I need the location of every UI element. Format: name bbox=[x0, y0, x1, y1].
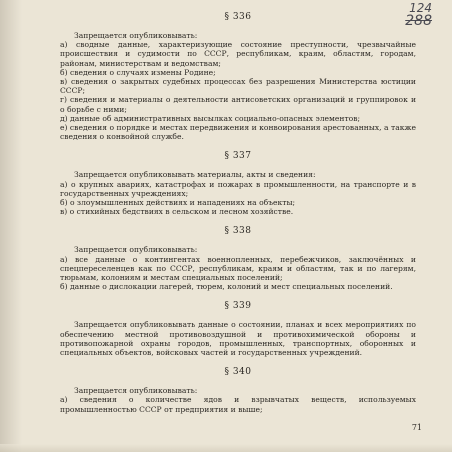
section-number: § 340 bbox=[224, 367, 252, 378]
section-item: а) сводные данные, характеризующие состояние преступности, чрезвычайные происшествия и судимости по СССР, республикам, краям, областям, городам, районам, министерствам и ведомствам; bbox=[60, 40, 416, 68]
section-intro: Запрещается опубликовывать: bbox=[74, 386, 198, 396]
document-content bbox=[60, 10, 416, 414]
section-intro: Запрещается опубликовывать: bbox=[74, 31, 198, 40]
section-item: в) о стихийных бедствиях в сельском и лесном хозяйстве. bbox=[60, 207, 294, 217]
section-item: б) сведения о случаях измены Родине; bbox=[60, 67, 216, 77]
section-intro: Запрещается опубликовывать данные о состоянии, планах и всех мероприятиях по обеспечению местной противовоздушной и противохимической обороны и противопожарной охраны городов, промышленных, транспортных, оборонных и специальных объектов, войсковых частей и государственных учреждений. bbox=[60, 320, 416, 358]
section-item: г) сведения и материалы о деятельности антисоветских организаций и группировок и о борьбе с ними; bbox=[60, 95, 416, 114]
section-337 bbox=[60, 151, 416, 216]
section-intro: Запрещается опубликовывать: bbox=[74, 245, 198, 255]
section-item: е) сведения о порядке и местах передвижения и конвоирования арестованных, а также сведения о конвойной службе. bbox=[60, 123, 416, 142]
section-336 bbox=[60, 12, 416, 141]
section-number: § 336 bbox=[224, 12, 252, 22]
section-item: а) все данные о контингентах военнопленных, перебежчиков, заключённых и спецпереселенцев как по СССР, республикам, краям и областям, так и по лагерям, тюрьмам, колониям и местам специальных поселений; bbox=[60, 254, 416, 283]
section-item: б) о злоумышленных действиях и нападениях на объекты; bbox=[60, 198, 296, 208]
section-338 bbox=[60, 226, 416, 291]
handwritten-number-bottom: 288 bbox=[405, 13, 432, 29]
section-number: § 338 bbox=[224, 226, 252, 237]
section-item: в) сведения о закрытых судебных процессах без разрешения Министерства юстиции СССР; bbox=[60, 77, 416, 96]
section-number: § 339 bbox=[224, 301, 252, 312]
page-number: 71 bbox=[411, 422, 422, 432]
section-item: д) данные об административных высылках социально-опасных элементов; bbox=[60, 113, 361, 123]
section-intro: Запрещается опубликовывать материалы, акты и сведения: bbox=[74, 170, 316, 180]
section-340 bbox=[60, 367, 416, 414]
section-item: а) о крупных авариях, катастрофах и пожарах в промышленности, на транспорте и в государственных учреждениях; bbox=[60, 179, 416, 198]
section-item: а) сведения о количестве ядов и взрывчатых веществ, используемых промышленностью СССР от предприятия и выше; bbox=[60, 395, 416, 414]
section-number: § 337 bbox=[224, 151, 252, 162]
section-item: б) данные о дислокации лагерей, тюрем, колоний и мест специальных поселений. bbox=[60, 282, 393, 292]
handwritten-number-top: 124 bbox=[409, 1, 432, 15]
section-339 bbox=[60, 301, 416, 357]
